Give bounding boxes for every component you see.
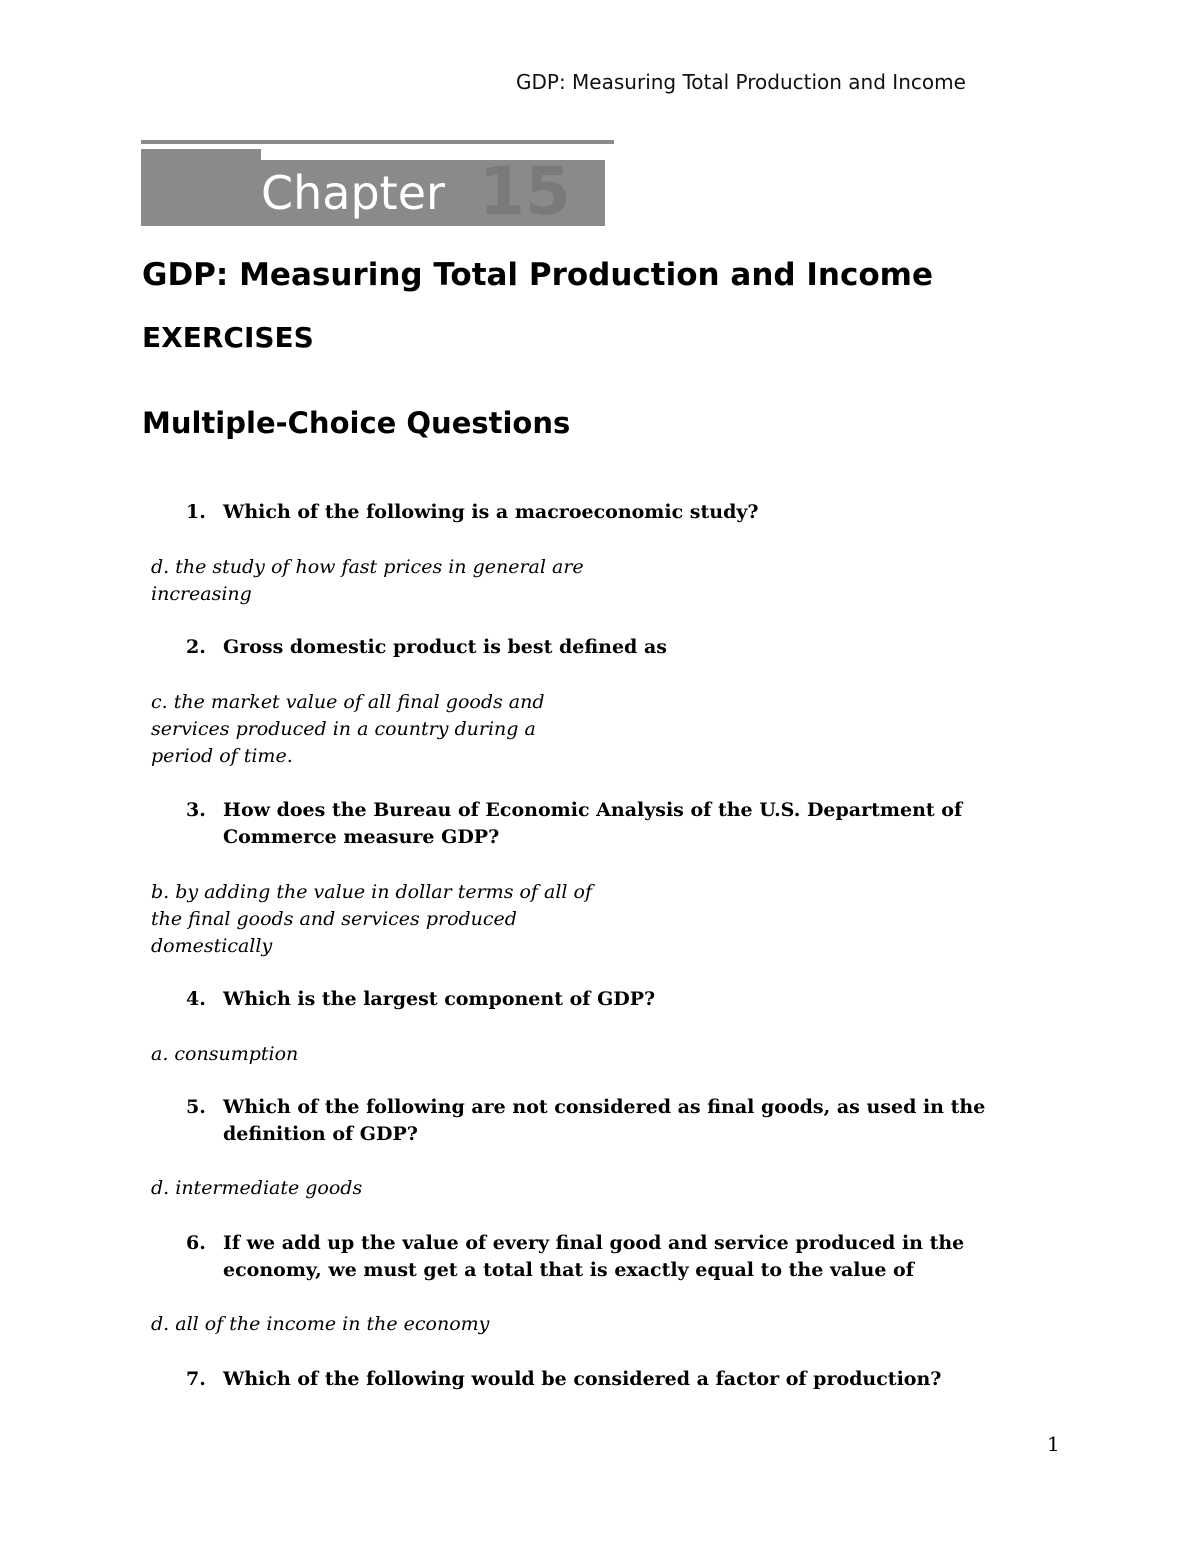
answer-6 xyxy=(151,1311,591,1338)
chapter-title: GDP: Measuring Total Production and Income xyxy=(142,257,933,293)
question-number: 7. xyxy=(186,1368,206,1390)
question-2 xyxy=(186,634,1066,661)
question-number: 3. xyxy=(186,799,206,821)
question-text: If we add up the value of every final good and service produced in the economy, we must get a total that is exactly equal to the value of xyxy=(223,1232,965,1281)
banner-block-left xyxy=(141,149,261,226)
answer-line: d. intermediate goods xyxy=(151,1177,363,1199)
question-6 xyxy=(186,1230,1066,1284)
question-text: Which of the following are not considered as final goods, as used in the definition of GDP? xyxy=(223,1096,986,1145)
banner-rule xyxy=(141,140,614,144)
question-number: 6. xyxy=(186,1232,206,1254)
question-number: 1. xyxy=(186,501,206,523)
question-text: Which is the largest component of GDP? xyxy=(223,988,656,1010)
answer-line: domestically xyxy=(151,935,273,957)
answer-line: the final goods and services produced xyxy=(151,908,517,930)
answer-3 xyxy=(151,879,591,960)
page-number: 1 xyxy=(1047,1432,1060,1456)
question-text: Which of the following would be considered a factor of production? xyxy=(223,1368,942,1390)
question-4 xyxy=(186,986,1066,1013)
question-3 xyxy=(186,797,1066,851)
answer-line: d. the study of how fast prices in general are xyxy=(151,556,584,578)
answer-line: increasing xyxy=(151,583,252,605)
answer-line: services produced in a country during a xyxy=(151,718,536,740)
answer-4 xyxy=(151,1041,591,1068)
question-text: Gross domestic product is best defined as xyxy=(223,636,667,658)
section-heading: Multiple-Choice Questions xyxy=(142,406,571,440)
question-text: Which of the following is a macroeconomic study? xyxy=(223,501,759,523)
answer-line: a. consumption xyxy=(151,1043,299,1065)
chapter-label: Chapter xyxy=(261,166,445,220)
question-text: How does the Bureau of Economic Analysis of the U.S. Department of Commerce measure GDP? xyxy=(223,799,963,848)
answer-2 xyxy=(151,689,591,770)
chapter-number: 15 xyxy=(479,153,571,230)
banner-notch xyxy=(467,198,477,226)
answer-line: c. the market value of all final goods and xyxy=(151,691,545,713)
exercises-heading: EXERCISES xyxy=(142,321,314,354)
question-5 xyxy=(186,1094,1066,1148)
question-1 xyxy=(186,499,1066,526)
question-number: 4. xyxy=(186,988,206,1010)
question-number: 5. xyxy=(186,1096,206,1118)
answer-line: d. all of the income in the economy xyxy=(151,1313,490,1335)
chapter-banner xyxy=(141,140,614,230)
running-header: GDP: Measuring Total Production and Income xyxy=(516,70,966,94)
answer-line: b. by adding the value in dollar terms of all of xyxy=(151,881,592,903)
question-7 xyxy=(186,1366,1066,1393)
question-number: 2. xyxy=(186,636,206,658)
answer-1 xyxy=(151,554,591,608)
answer-5 xyxy=(151,1175,591,1202)
answer-line: period of time. xyxy=(151,745,293,767)
